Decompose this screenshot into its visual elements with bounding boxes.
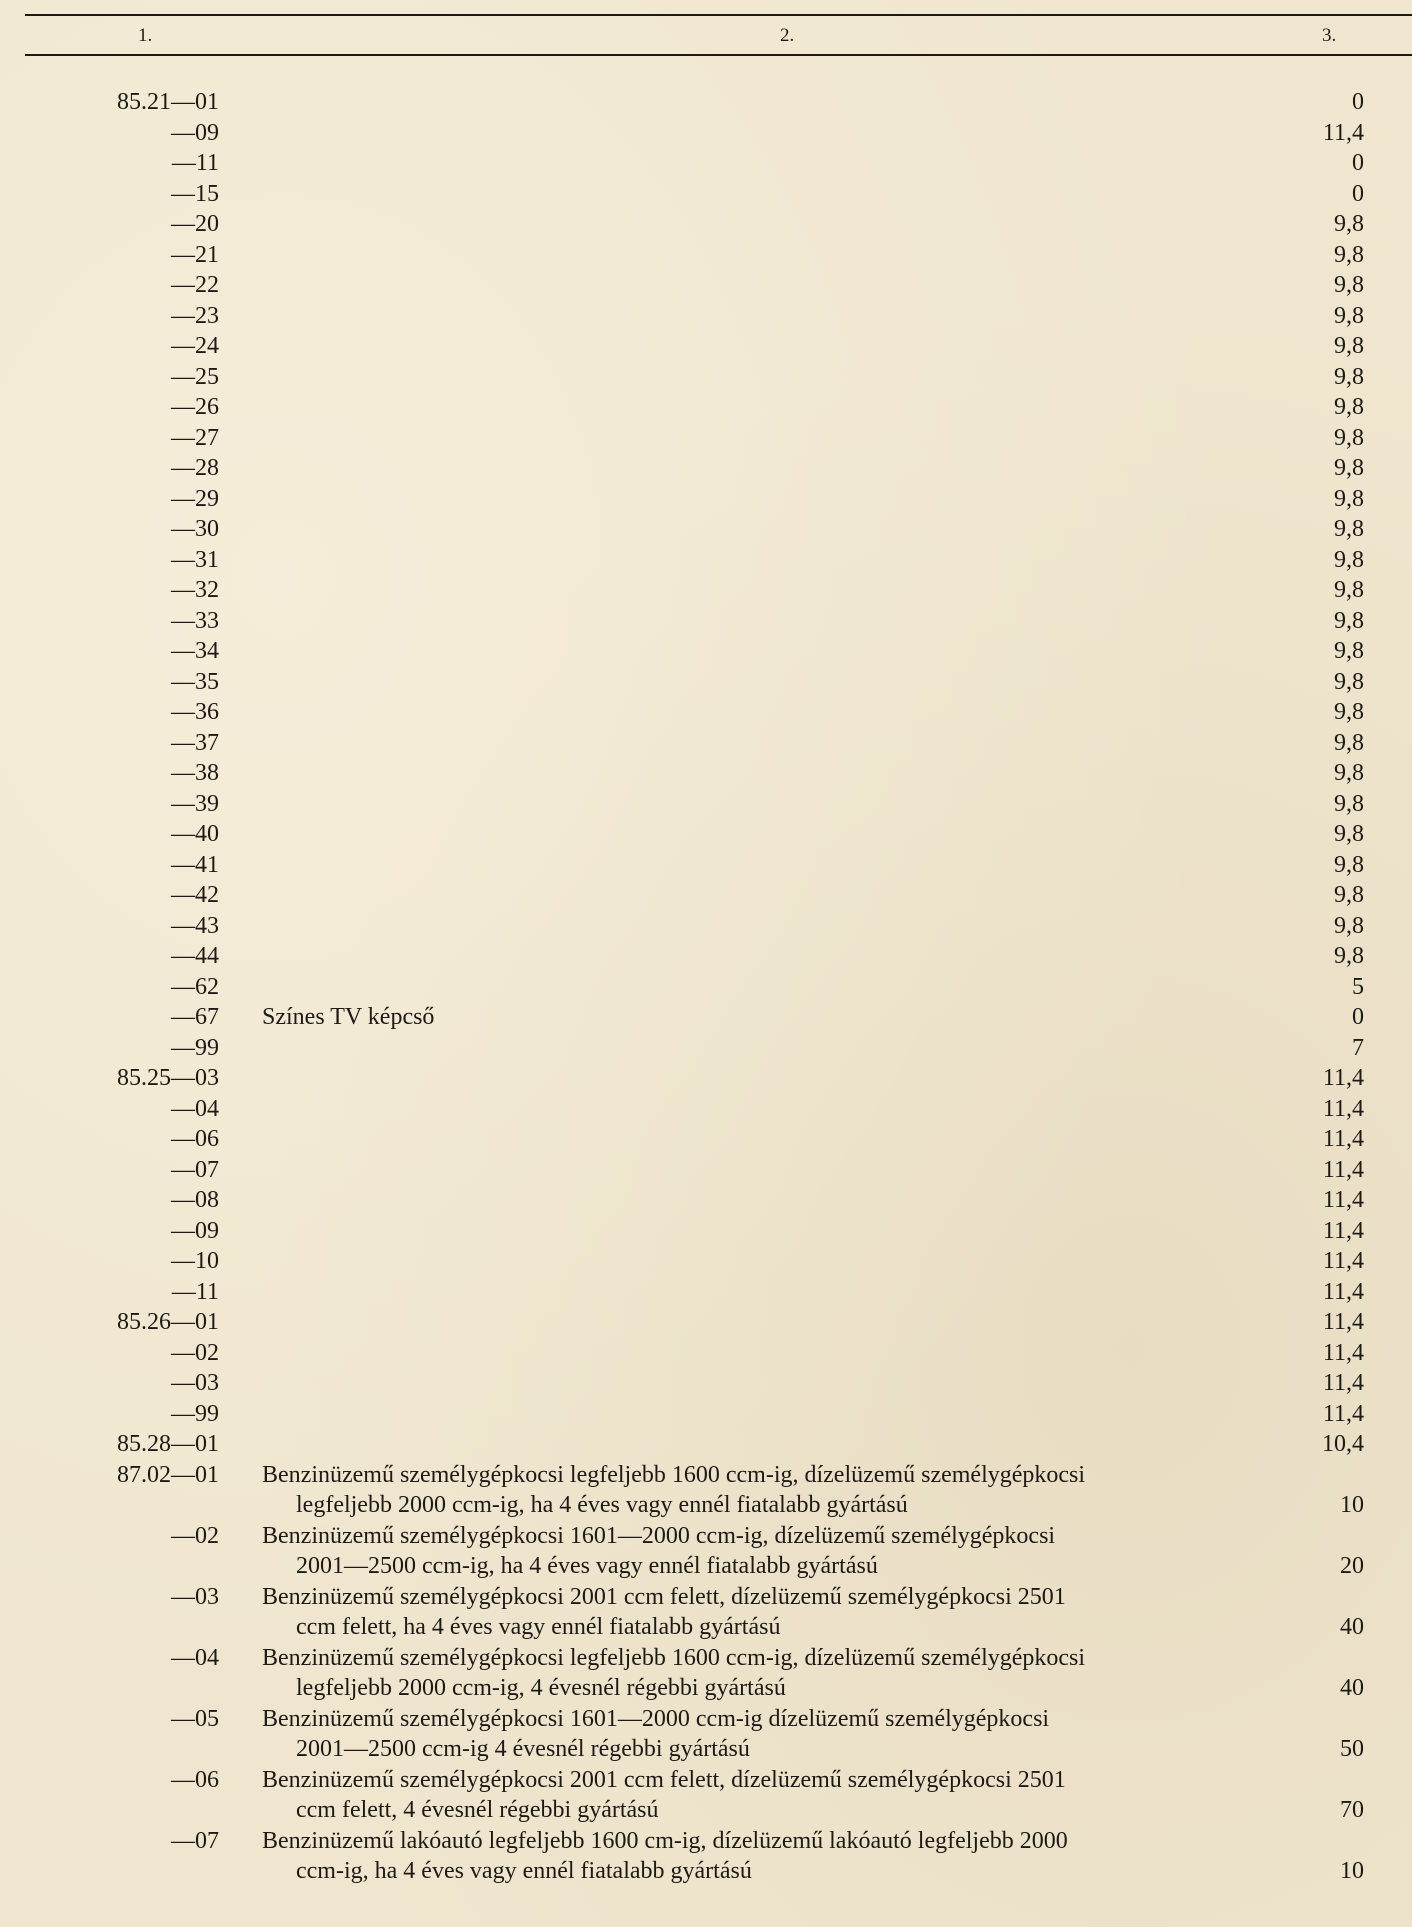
tariff-description bbox=[262, 1582, 1250, 1643]
tariff-code: —11 bbox=[171, 150, 219, 176]
tariff-rate: 9,8 bbox=[1334, 333, 1364, 359]
tariff-code: —04 bbox=[171, 1644, 219, 1671]
tariff-rate: 0 bbox=[1352, 150, 1364, 176]
tariff-code: —38 bbox=[171, 760, 219, 786]
tariff-code: —03 bbox=[171, 1370, 219, 1396]
tariff-rate: 40 bbox=[1340, 1675, 1364, 1701]
tariff-rate: 9,8 bbox=[1334, 912, 1364, 939]
tariff-code: —07 bbox=[171, 1827, 219, 1854]
tariff-rate: 9,8 bbox=[1334, 851, 1364, 878]
top-rule bbox=[25, 14, 1412, 16]
tariff-description bbox=[262, 1002, 1250, 1033]
tariff-rate: 40 bbox=[1340, 1614, 1364, 1640]
tariff-code: —20 bbox=[171, 211, 219, 237]
tariff-rate: 9,8 bbox=[1334, 729, 1364, 756]
tariff-code: —32 bbox=[171, 577, 219, 603]
tariff-rate: 11,4 bbox=[1322, 1370, 1364, 1396]
tariff-rate: 9,8 bbox=[1334, 943, 1364, 969]
tariff-rate: 9,8 bbox=[1334, 211, 1364, 237]
tariff-rate: 11,4 bbox=[1322, 1217, 1364, 1244]
description-line-1: Benzinüzemű személygépkocsi 1601—2000 ccm-ig, dízelüzemű személygépkocsi bbox=[262, 1522, 1056, 1549]
tariff-code: —28 bbox=[171, 455, 219, 481]
tariff-rate: 9,8 bbox=[1334, 760, 1364, 786]
tariff-code: —99 bbox=[171, 1400, 219, 1427]
tariff-code: —41 bbox=[171, 851, 219, 878]
tariff-code: 87.02—01 bbox=[117, 1461, 219, 1488]
tariff-rate: 11,4 bbox=[1322, 1187, 1364, 1213]
description-line-1: Benzinüzemű személygépkocsi 2001 ccm felett, dízelüzemű személygépkocsi 2501 bbox=[262, 1583, 1066, 1610]
column-header-1: 1. bbox=[138, 25, 153, 46]
tariff-rate: 11,4 bbox=[1322, 1339, 1364, 1366]
description-line-1: Benzinüzemű személygépkocsi legfeljebb 1600 ccm-ig, dízelüzemű személygépkocsi bbox=[262, 1644, 1086, 1671]
description-line-1: Színes TV képcső bbox=[262, 1004, 435, 1030]
tariff-code: —02 bbox=[171, 1522, 219, 1549]
tariff-code: 85.25—03 bbox=[117, 1065, 219, 1091]
tariff-code: —09 bbox=[171, 119, 219, 146]
tariff-code: —22 bbox=[171, 272, 219, 298]
tariff-description bbox=[262, 1521, 1250, 1582]
tariff-code: 85.26—01 bbox=[117, 1309, 219, 1335]
tariff-code: —07 bbox=[171, 1156, 219, 1183]
tariff-code: —34 bbox=[171, 638, 219, 664]
tariff-code: —42 bbox=[171, 882, 219, 908]
tariff-rate: 7 bbox=[1352, 1034, 1364, 1061]
tariff-code: —31 bbox=[171, 546, 219, 573]
tariff-rate: 11,4 bbox=[1322, 119, 1364, 146]
tariff-rate: 9,8 bbox=[1334, 272, 1364, 298]
tariff-rate: 9,8 bbox=[1334, 699, 1364, 725]
tariff-code: 85.28—01 bbox=[117, 1431, 219, 1457]
tariff-code: —37 bbox=[171, 729, 219, 756]
tariff-code: —08 bbox=[171, 1187, 219, 1213]
description-line-2: 2001—2500 ccm-ig 4 évesnél régebbi gyártású bbox=[296, 1736, 750, 1762]
tariff-rate: 10,4 bbox=[1322, 1431, 1364, 1457]
tariff-code: —24 bbox=[171, 333, 219, 359]
tariff-description bbox=[262, 1704, 1250, 1765]
tariff-rate: 11,4 bbox=[1322, 1126, 1364, 1152]
tariff-code: —33 bbox=[171, 607, 219, 634]
tariff-description bbox=[262, 1643, 1250, 1704]
tariff-code: —06 bbox=[171, 1766, 219, 1793]
tariff-rate: 9,8 bbox=[1334, 790, 1364, 817]
tariff-code: —04 bbox=[171, 1095, 219, 1122]
tariff-rate: 9,8 bbox=[1334, 302, 1364, 329]
tariff-rate: 9,8 bbox=[1334, 455, 1364, 481]
tariff-code: —39 bbox=[171, 790, 219, 817]
tariff-rate: 50 bbox=[1340, 1736, 1364, 1762]
tariff-code: —03 bbox=[171, 1583, 219, 1610]
tariff-rate: 9,8 bbox=[1334, 607, 1364, 634]
tariff-code: —26 bbox=[171, 394, 219, 420]
column-header-3: 3. bbox=[1322, 25, 1337, 46]
tariff-code: —15 bbox=[171, 180, 219, 207]
header-rule bbox=[25, 54, 1412, 56]
tariff-rate: 11,4 bbox=[1322, 1400, 1364, 1427]
tariff-code: —05 bbox=[171, 1705, 219, 1732]
tariff-rate: 9,8 bbox=[1334, 668, 1364, 695]
description-line-2: ccm felett, 4 évesnél régebbi gyártású bbox=[296, 1797, 659, 1823]
tariff-rate: 5 bbox=[1352, 973, 1364, 1000]
tariff-rate: 11,4 bbox=[1322, 1248, 1364, 1274]
tariff-rate: 9,8 bbox=[1334, 882, 1364, 908]
tariff-description bbox=[262, 1765, 1250, 1826]
tariff-code: —35 bbox=[171, 668, 219, 695]
tariff-rate: 9,8 bbox=[1334, 394, 1364, 420]
tariff-rate: 9,8 bbox=[1334, 424, 1364, 451]
description-line-1: Benzinüzemű személygépkocsi legfeljebb 1600 ccm-ig, dízelüzemű személygépkocsi bbox=[262, 1461, 1086, 1488]
tariff-rate: 0 bbox=[1352, 89, 1364, 115]
tariff-code: —40 bbox=[171, 821, 219, 847]
tariff-rate: 11,4 bbox=[1322, 1278, 1364, 1305]
tariff-code: —62 bbox=[171, 973, 219, 1000]
tariff-code: —09 bbox=[171, 1217, 219, 1244]
tariff-rate: 11,4 bbox=[1322, 1156, 1364, 1183]
tariff-code: —67 bbox=[171, 1004, 219, 1030]
description-line-1: Benzinüzemű személygépkocsi 1601—2000 ccm-ig dízelüzemű személygépkocsi bbox=[262, 1705, 1050, 1732]
tariff-code: —23 bbox=[171, 302, 219, 329]
tariff-rate: 9,8 bbox=[1334, 638, 1364, 664]
description-line-1: Benzinüzemű lakóautó legfeljebb 1600 cm-ig, dízelüzemű lakóautó legfeljebb 2000 bbox=[262, 1827, 1068, 1854]
description-line-2: legfeljebb 2000 ccm-ig, 4 évesnél régebbi gyártású bbox=[296, 1675, 786, 1701]
tariff-code: —30 bbox=[171, 516, 219, 542]
tariff-code: 85.21—01 bbox=[117, 89, 219, 115]
tariff-rate: 9,8 bbox=[1334, 241, 1364, 268]
description-line-1: Benzinüzemű személygépkocsi 2001 ccm felett, dízelüzemű személygépkocsi 2501 bbox=[262, 1766, 1066, 1793]
tariff-description bbox=[262, 1826, 1250, 1887]
tariff-rate: 9,8 bbox=[1334, 485, 1364, 512]
tariff-rate: 9,8 bbox=[1334, 821, 1364, 847]
tariff-rate: 9,8 bbox=[1334, 546, 1364, 573]
tariff-code: —99 bbox=[171, 1034, 219, 1061]
tariff-rate: 0 bbox=[1352, 1004, 1364, 1030]
tariff-code: —29 bbox=[171, 485, 219, 512]
tariff-code: —36 bbox=[171, 699, 219, 725]
tariff-rate: 9,8 bbox=[1334, 363, 1364, 390]
tariff-rate: 70 bbox=[1340, 1797, 1364, 1823]
tariff-code: —06 bbox=[171, 1126, 219, 1152]
tariff-code: —11 bbox=[171, 1278, 219, 1305]
tariff-code: —27 bbox=[171, 424, 219, 451]
description-line-2: legfeljebb 2000 ccm-ig, ha 4 éves vagy ennél fiatalabb gyártású bbox=[296, 1492, 908, 1518]
tariff-code: —02 bbox=[171, 1339, 219, 1366]
tariff-rate: 11,4 bbox=[1322, 1065, 1364, 1091]
tariff-code: —21 bbox=[171, 241, 219, 268]
tariff-description bbox=[262, 1460, 1250, 1521]
tariff-rate: 10 bbox=[1340, 1858, 1364, 1884]
tariff-rate: 9,8 bbox=[1334, 577, 1364, 603]
tariff-code: —44 bbox=[171, 943, 219, 969]
description-line-2: ccm felett, ha 4 éves vagy ennél fiatalabb gyártású bbox=[296, 1614, 781, 1640]
description-line-2: 2001—2500 ccm-ig, ha 4 éves vagy ennél fiatalabb gyártású bbox=[296, 1553, 878, 1579]
tariff-code: —10 bbox=[171, 1248, 219, 1274]
tariff-rate: 11,4 bbox=[1322, 1095, 1364, 1122]
tariff-rate: 20 bbox=[1340, 1553, 1364, 1579]
description-line-2: ccm-ig, ha 4 éves vagy ennél fiatalabb gyártású bbox=[296, 1858, 752, 1884]
tariff-rate: 11,4 bbox=[1322, 1309, 1364, 1335]
tariff-rate: 10 bbox=[1340, 1492, 1364, 1518]
column-header-2: 2. bbox=[780, 25, 795, 46]
tariff-rate: 0 bbox=[1352, 180, 1364, 207]
tariff-code: —25 bbox=[171, 363, 219, 390]
tariff-rate: 9,8 bbox=[1334, 516, 1364, 542]
tariff-code: —43 bbox=[171, 912, 219, 939]
